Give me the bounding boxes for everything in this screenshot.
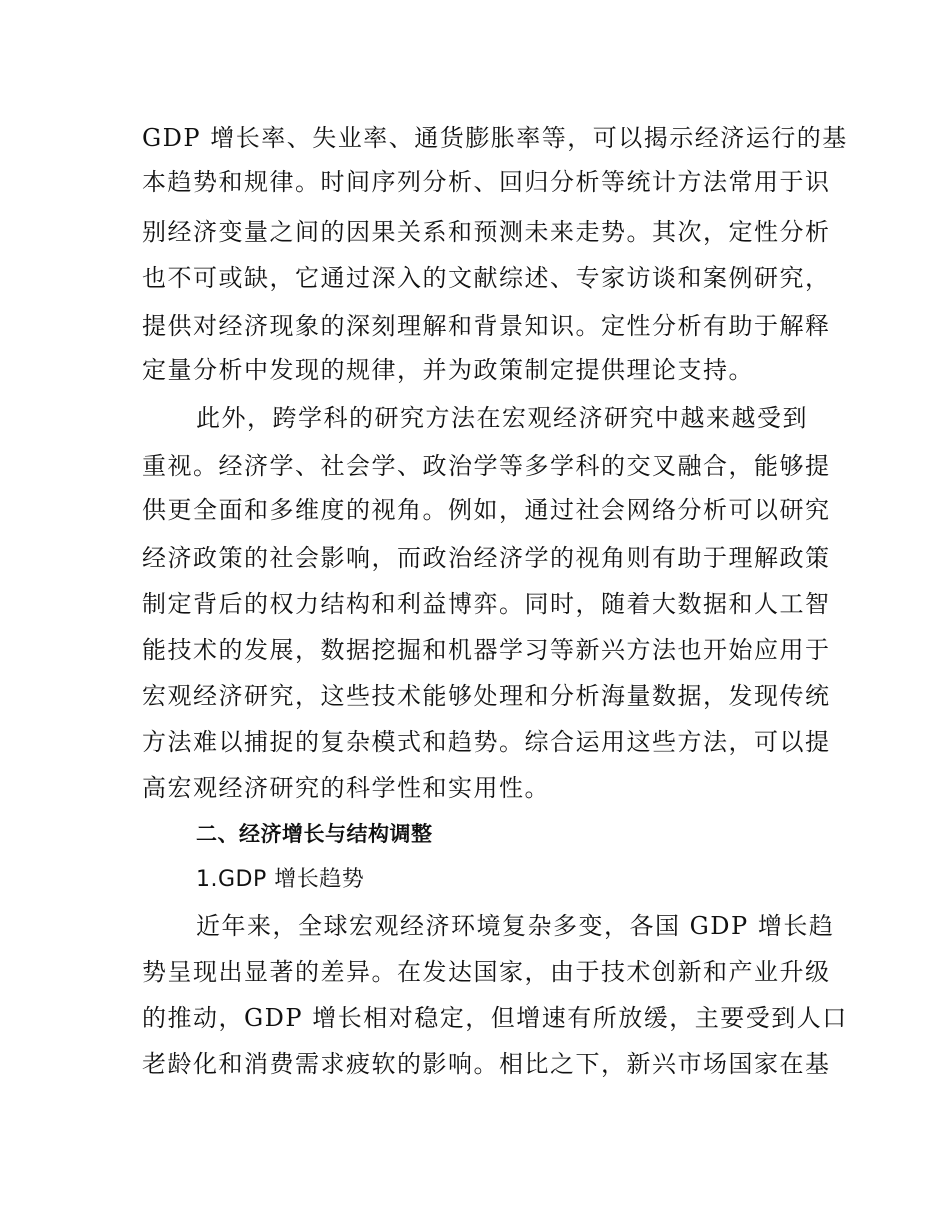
paragraph-2-line-4: 经济政策的社会影响，而政治经济学的视角则有助于理解政策 bbox=[142, 544, 831, 572]
paragraph-1-line-1: GDP 增长率、失业率、通货膨胀率等，可以揭示经济运行的基 bbox=[142, 124, 848, 152]
paragraph-2-line-3: 供更全面和多维度的视角。例如，通过社会网络分析可以研究 bbox=[142, 496, 831, 524]
section-heading: 二、经济增长与结构调整 bbox=[196, 822, 433, 846]
paragraph-3-line-1: 近年来，全球宏观经济环境复杂多变，各国 GDP 增长趋 bbox=[196, 912, 835, 940]
paragraph-1-line-2: 本趋势和规律。时间序列分析、回归分析等统计方法常用于识 bbox=[142, 168, 831, 196]
paragraph-3-line-2: 势呈现出显著的差异。在发达国家，由于技术创新和产业升级 bbox=[142, 958, 831, 986]
paragraph-1-line-5: 提供对经济现象的深刻理解和背景知识。定性分析有助于解释 bbox=[142, 312, 831, 340]
paragraph-2-line-9: 高宏观经济研究的科学性和实用性。 bbox=[142, 774, 550, 802]
paragraph-2-line-6: 能技术的发展，数据挖掘和机器学习等新兴方法也开始应用于 bbox=[142, 636, 831, 664]
paragraph-2-line-5: 制定背后的权力结构和利益博弈。同时，随着大数据和人工智 bbox=[142, 590, 831, 618]
paragraph-3-line-3: 的推动，GDP 增长相对稳定，但增速有所放缓，主要受到人口 bbox=[142, 1004, 848, 1032]
paragraph-1-line-3: 别经济变量之间的因果关系和预测未来走势。其次，定性分析 bbox=[142, 218, 831, 246]
paragraph-3-line-4: 老龄化和消费需求疲软的影响。相比之下，新兴市场国家在基 bbox=[142, 1050, 831, 1078]
paragraph-2-line-2: 重视。经济学、社会学、政治学等多学科的交叉融合，能够提 bbox=[142, 452, 831, 480]
paragraph-2-line-7: 宏观经济研究，这些技术能够处理和分析海量数据，发现传统 bbox=[142, 682, 831, 710]
paragraph-1-line-4: 也不可或缺，它通过深入的文献综述、专家访谈和案例研究， bbox=[142, 264, 831, 292]
paragraph-1-line-6: 定量分析中发现的规律，并为政策制定提供理论支持。 bbox=[142, 356, 754, 384]
paragraph-2-line-8: 方法难以捕捉的复杂模式和趋势。综合运用这些方法，可以提 bbox=[142, 728, 831, 756]
paragraph-2-line-1: 此外，跨学科的研究方法在宏观经济研究中越来越受到 bbox=[196, 404, 808, 432]
subsection-heading: 1.GDP 增长趋势 bbox=[196, 867, 365, 892]
